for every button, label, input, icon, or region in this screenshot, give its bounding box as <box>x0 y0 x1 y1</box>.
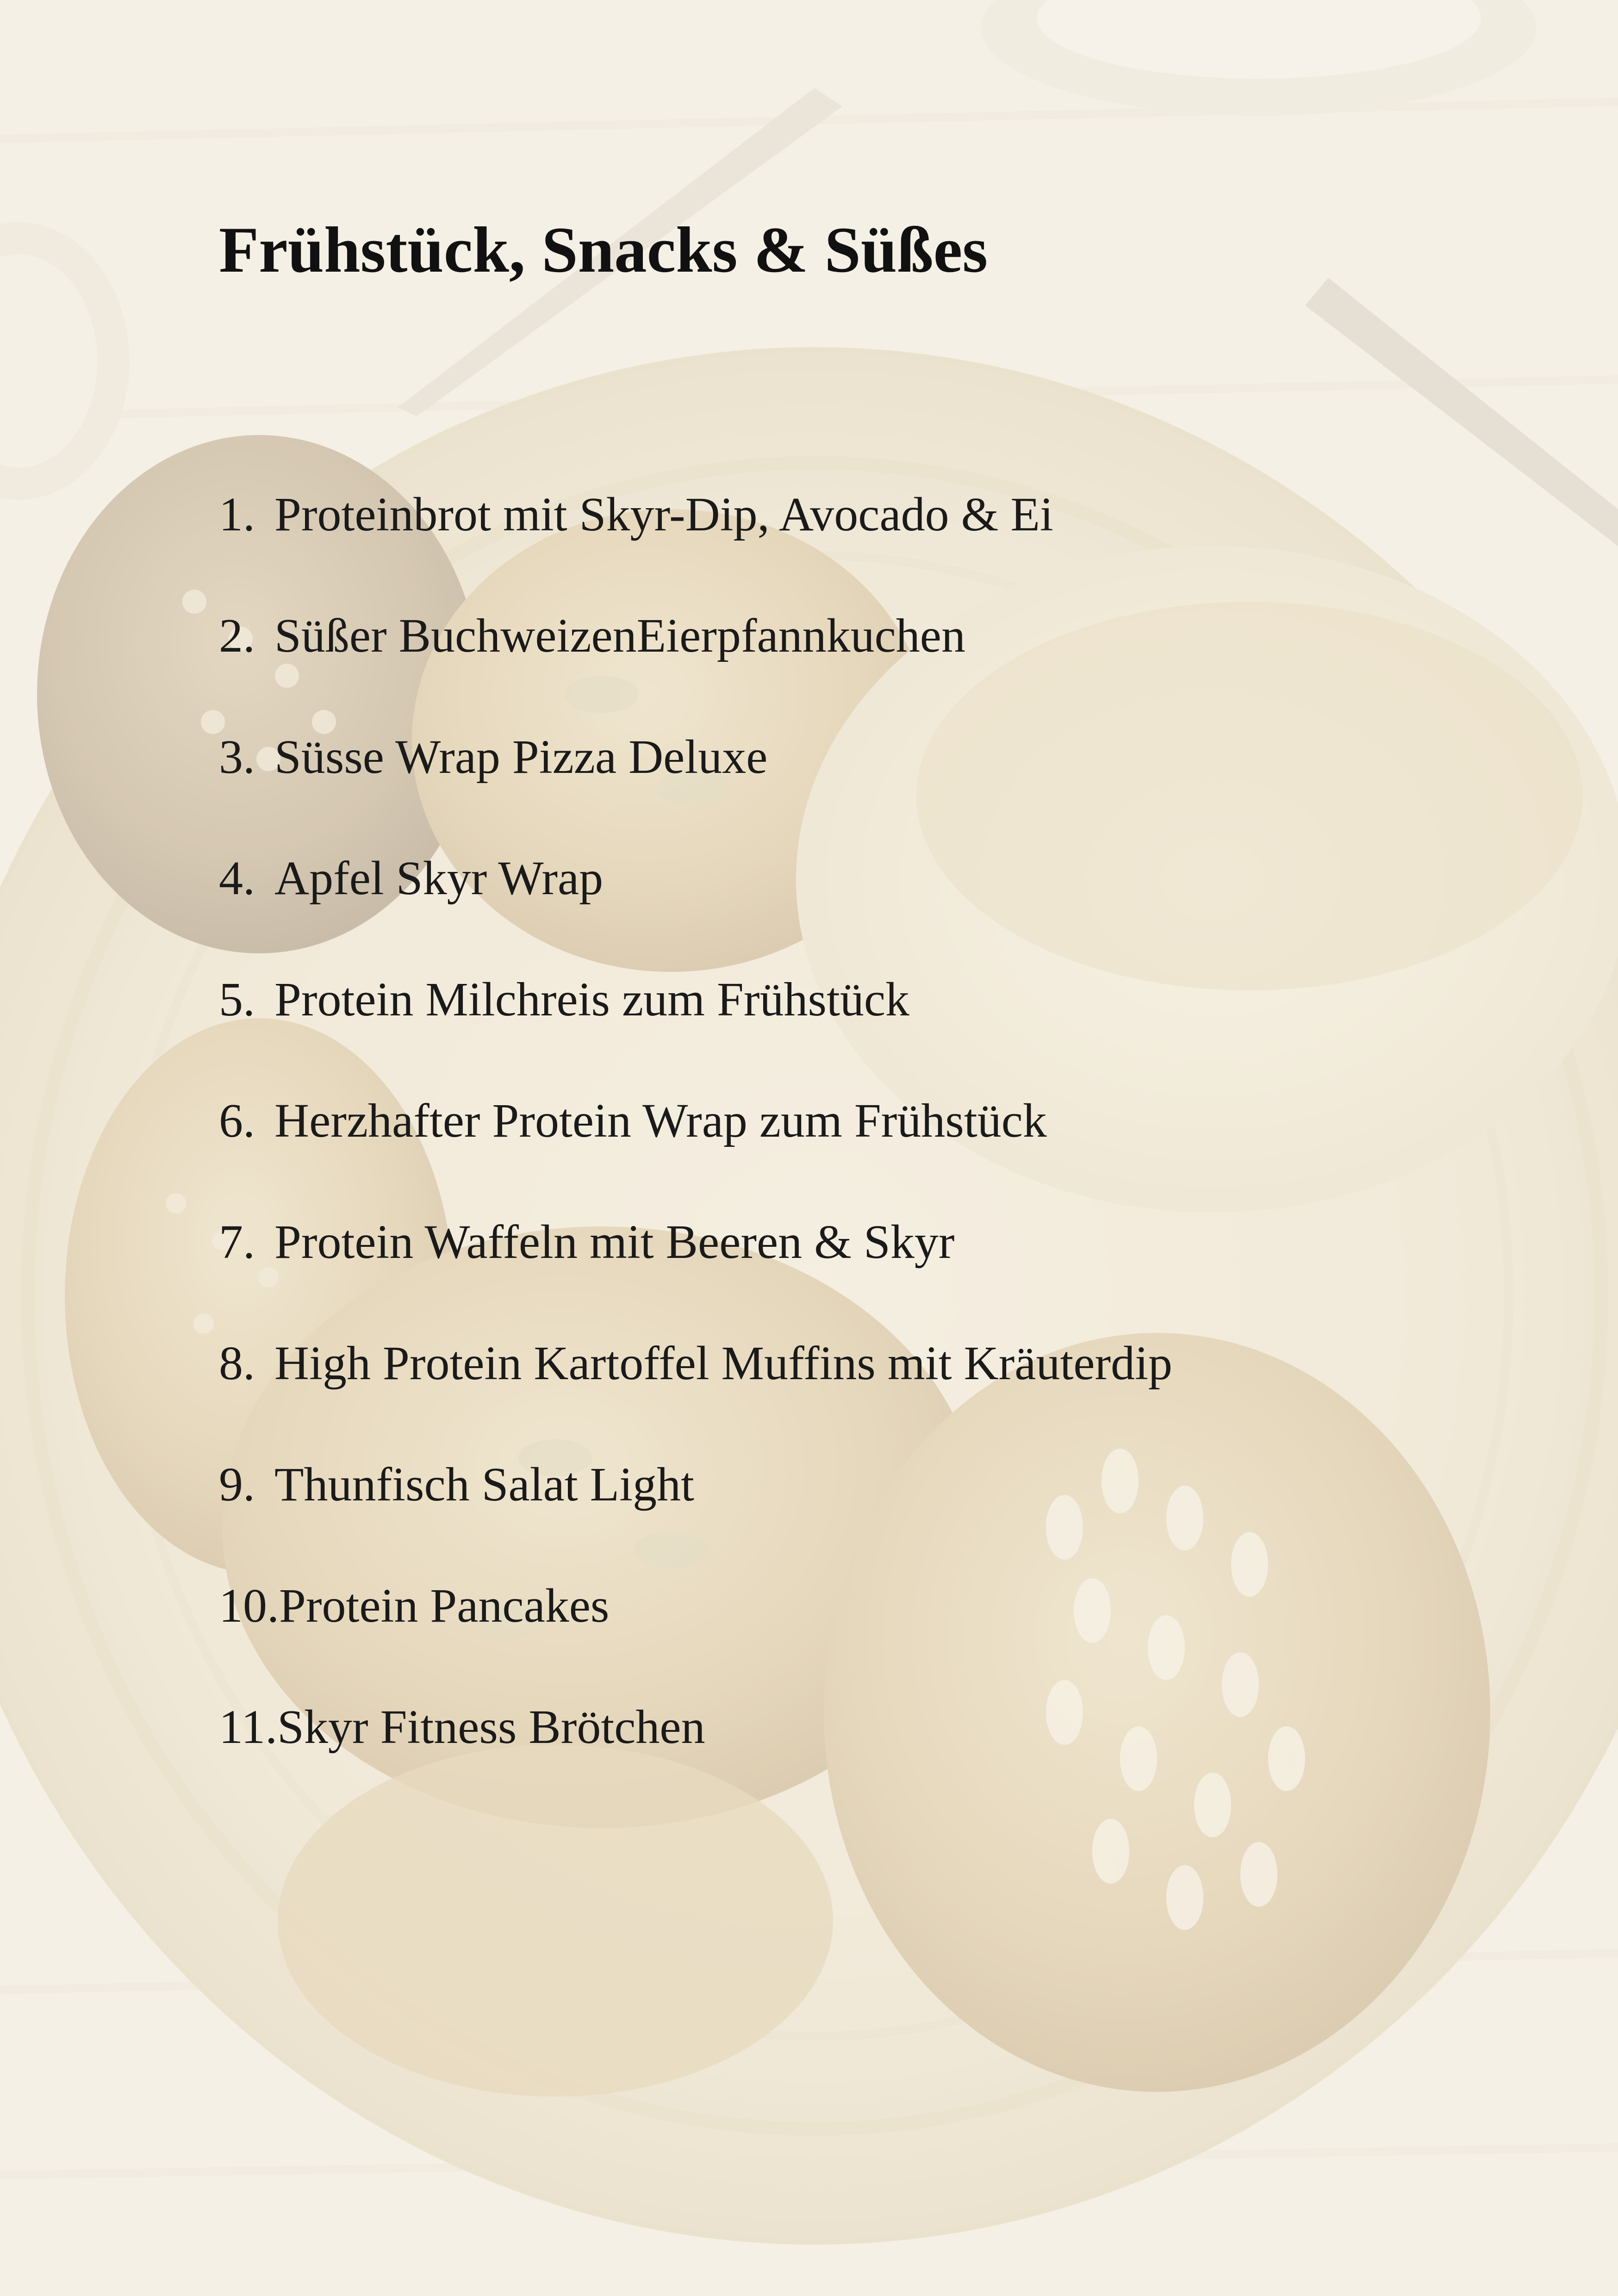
page-title: Frühstück, Snacks & Süßes <box>219 214 988 286</box>
list-item <box>219 973 1561 1097</box>
list-item <box>219 609 1561 733</box>
list-item <box>219 1215 1561 1339</box>
list-item <box>219 488 1561 612</box>
list-item <box>219 1094 1561 1218</box>
list-item-number: 6. <box>219 1094 255 1147</box>
list-item-label: Skyr Fitness Brötchen <box>277 1700 705 1754</box>
list-item-label: Herzhafter Protein Wrap zum Frühstück <box>274 1094 1047 1147</box>
list-item-number: 3. <box>219 730 255 784</box>
list-item-number: 8. <box>219 1337 255 1390</box>
list-item-label: Protein Waffeln mit Beeren & Skyr <box>274 1215 955 1269</box>
list-item <box>219 1458 1561 1582</box>
list-item-label: High Protein Kartoffel Muffins mit Kräuterdip <box>274 1337 1173 1390</box>
list-item <box>219 1339 1561 1461</box>
list-item-number: 11. <box>219 1700 278 1754</box>
recipe-list <box>219 488 1561 1824</box>
list-item <box>219 1700 1561 1824</box>
list-item <box>219 730 1561 854</box>
list-item-number: 9. <box>219 1458 255 1511</box>
list-item-number: 4. <box>219 852 255 905</box>
list-item-number: 5. <box>219 973 255 1026</box>
list-item-label: Apfel Skyr Wrap <box>274 852 604 905</box>
list-item-label: Süsse Wrap Pizza Deluxe <box>274 730 768 784</box>
list-item-label: Thunfisch Salat Light <box>274 1458 694 1511</box>
list-item-label: Protein Milchreis zum Frühstück <box>274 973 910 1026</box>
list-item-label: Proteinbrot mit Skyr-Dip, Avocado & Ei <box>274 488 1053 541</box>
list-item-label: Süßer BuchweizenEierpfannkuchen <box>274 609 965 662</box>
list-item-number: 7. <box>219 1215 255 1269</box>
list-item-number: 1. <box>219 488 255 541</box>
list-item <box>219 854 1561 976</box>
list-item <box>219 1579 1561 1703</box>
list-item-label: Protein Pancakes <box>279 1579 610 1632</box>
list-item-number: 10. <box>219 1579 279 1632</box>
list-item-number: 2. <box>219 609 255 662</box>
